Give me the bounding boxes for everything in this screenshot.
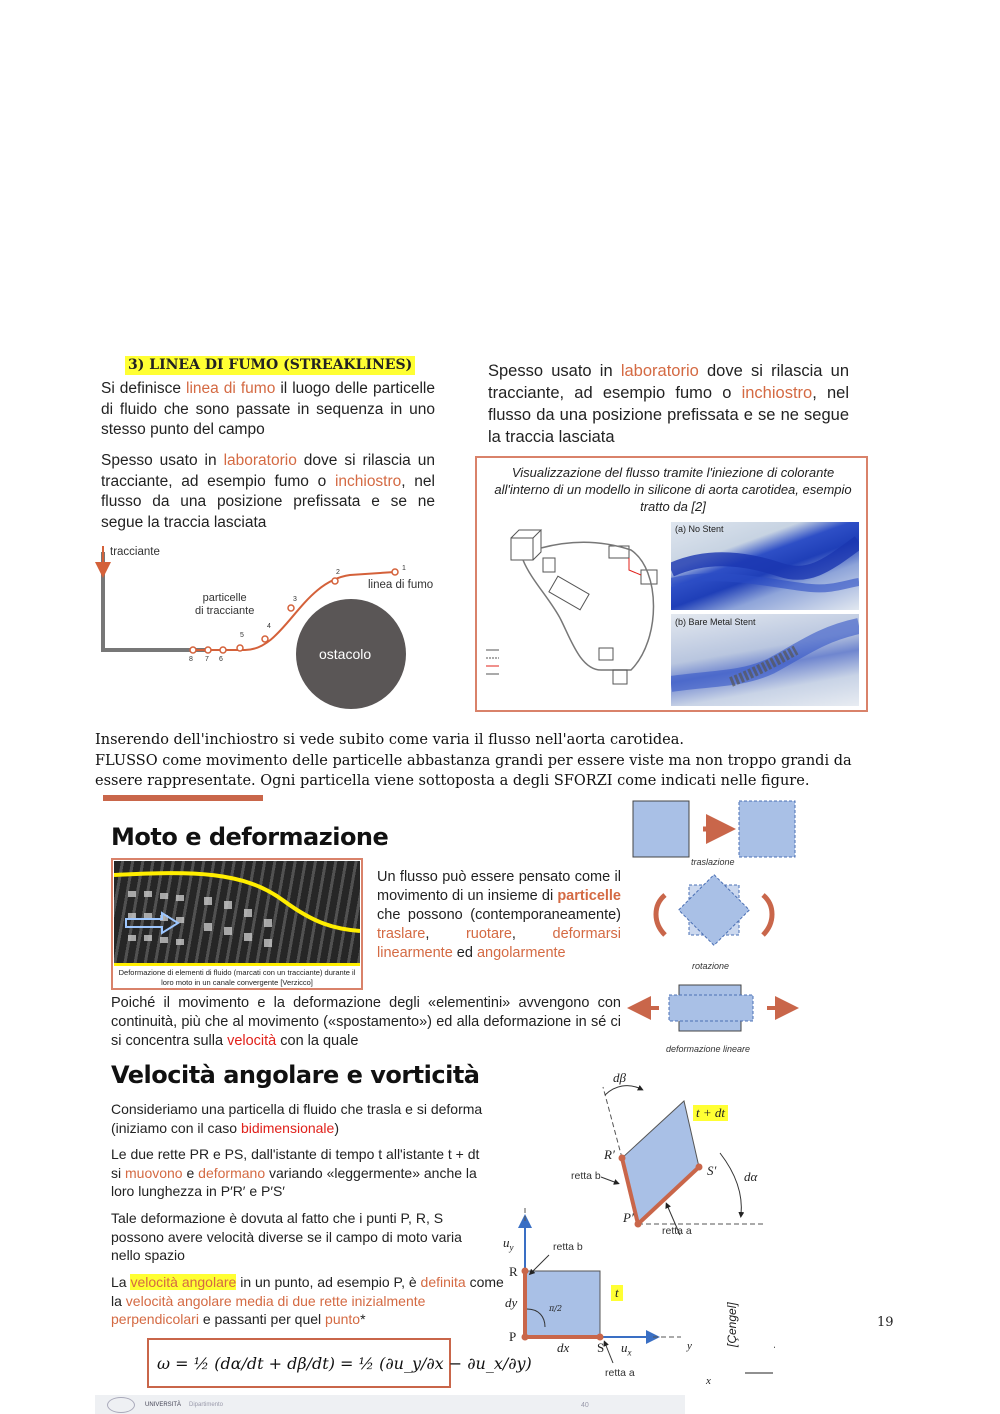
label-traslazione: traslazione [691, 857, 735, 867]
right-usage-paragraph: Spesso usato in laboratorio dove si rilascia un tracciante, ad esempio fumo o inchiostro, nel flusso da una posizione prefissata e se ne segue la traccia lasciata [488, 362, 849, 446]
photo-caption: Deformazione di elementi di fluido (marcati con un tracciante) durante il loro moto in un canale convergente [Verzicco] [118, 968, 356, 987]
formula-text: ω = ½ (dα/dt + dβ/dt) = ½ (∂u_y/∂x − ∂u_x/∂y) [157, 1354, 532, 1373]
motion-types-diagram [625, 795, 865, 1057]
section-heading: 3) LINEA DI FUMO (STREAKLINES) [125, 356, 415, 375]
page-number: 19 [877, 1315, 894, 1330]
panel-bare-metal-stent [671, 614, 859, 706]
label-retta-a-upper: retta a [662, 1225, 692, 1237]
label-tracciante: tracciante [110, 546, 160, 558]
num-1: 1 [402, 565, 406, 572]
paragraph-rette: Le due rette PR e PS, dall'istante di tempo t all'istante t + dt si muovono e deformano variando «leggermente» anche la loro lunghezza in P′R′ e P′S′ [111, 1146, 480, 1199]
label-t-dt: t + dt [693, 1105, 728, 1121]
num-4: 4 [267, 623, 271, 630]
panel-a-label: (a) No Stent [675, 524, 724, 534]
title-moto-deformazione: Moto e deformazione [111, 823, 389, 851]
panel-b-label: (b) Bare Metal Stent [675, 617, 756, 627]
label-rotazione: rotazione [692, 961, 730, 971]
panel-no-stent [671, 522, 859, 610]
label-dx: dx [557, 1340, 570, 1355]
label-uy: $u_y$ [503, 1235, 514, 1253]
paragraph-particella: Consideriamo una particella di fluido che trasla e si deforma (iniziamo con il caso bidimensionale) [111, 1101, 483, 1136]
university-logo [107, 1397, 135, 1413]
flow-paragraph: Un flusso può essere pensato come il movimento di un insieme di particelle che possono (contemporaneamente) traslare, ruotare, deformarsi linearmente ed angolarmente [377, 869, 621, 961]
label-dbeta: dβ [613, 1070, 626, 1085]
carotid-figure [475, 456, 868, 712]
paragraph-deformazione: Tale deformazione è dovuta al fatto che i punti P, R, S possono avere velocità diverse se il campo di moto varia nello spazio [111, 1210, 462, 1263]
label-retta-b-upper: retta b [571, 1170, 601, 1182]
footer-strip [95, 1395, 685, 1414]
num-2: 2 [336, 569, 340, 576]
label-axis-x: x [706, 1375, 711, 1387]
photo-image [114, 861, 360, 966]
body-line-2: FLUSSO come movimento delle particelle abbastanza grandi per essere viste ma non troppo grandi da essere rappresentate. Ogni particella viene sottoposta a degli SFORZI come indicati nelle figure. [95, 752, 852, 789]
body-text [95, 730, 885, 792]
num-8: 8 [189, 656, 193, 663]
title-velocita-angolare: Velocità angolare e vorticità [111, 1061, 480, 1089]
label-retta-b-lower: retta b [553, 1241, 583, 1253]
omega-formula [147, 1338, 532, 1388]
body-line-1: Inserendo dell'inchiostro si vede subito come varia il flusso nell'aorta carotidea. [95, 732, 684, 748]
label-particelle: particelle di tracciante [195, 592, 255, 617]
label-axis-y: y [687, 1340, 692, 1352]
num-7: 7 [205, 656, 209, 663]
label-P: P [509, 1329, 517, 1344]
label-retta-a-lower: retta a [605, 1367, 635, 1379]
num-5: 5 [240, 632, 244, 639]
label-Rprime: R′ [604, 1147, 615, 1162]
deformation-photo [111, 858, 363, 990]
label-t: t [611, 1285, 623, 1301]
usage-paragraph: Spesso usato in laboratorio dove si rilascia un tracciante, ad esempio fumo o inchiostro, nel flusso da una posizione prefissata e se ne segue la traccia lasciata [101, 452, 435, 531]
label-dalpha: dα [744, 1169, 758, 1184]
label-ux: $u_x$ [621, 1340, 632, 1358]
paragraph-velocita-angolare: La velocità angolare in un punto, ad esempio P, è definita come la velocità angolare media di due rette inizialmente perpendicolari e passanti per quel punto* [111, 1274, 504, 1327]
slide-motion-deformation [95, 795, 875, 1414]
label-linea-di-fumo: linea di fumo [368, 579, 434, 591]
num-3: 3 [293, 596, 297, 603]
label-Pprime: P′ [623, 1210, 634, 1225]
carotid-caption: Visualizzazione del flusso tramite l'iniezione di colorante all'interno di un modello in silicone di aorta carotidea, esempio tratto da [2] [494, 465, 852, 514]
label-pi-half: π/2 [549, 1304, 563, 1313]
definition-paragraph: Si definisce linea di fumo il luogo delle particelle di fluido che sono passate in sequenza in uno stesso punto del campo [101, 380, 435, 438]
label-R: R [509, 1264, 518, 1279]
footer-page: 40 [581, 1402, 589, 1409]
label-deformazione-lineare: deformazione lineare [666, 1044, 751, 1054]
label-cengel: [Çengel] [725, 1302, 739, 1347]
label-S: S [597, 1340, 605, 1355]
circuit-schematic [481, 520, 667, 700]
slide-streaklines [95, 352, 875, 714]
accent-bar [103, 795, 263, 801]
label-dy: dy [505, 1295, 518, 1310]
label-ostacolo: ostacolo [319, 646, 372, 662]
num-6: 6 [219, 656, 223, 663]
label-Sprime: S′ [707, 1163, 717, 1178]
continuity-paragraph: Poiché il movimento e la deformazione degli «elementini» avvengono con continuità, più che al movimento («spostamento») ed alla deformazione in sé ci si concentra sulla velocità con la quale [111, 995, 621, 1049]
footer-dip: Dipartimento [189, 1402, 224, 1408]
footer-univ: UNIVERSITÀ [145, 1402, 182, 1408]
